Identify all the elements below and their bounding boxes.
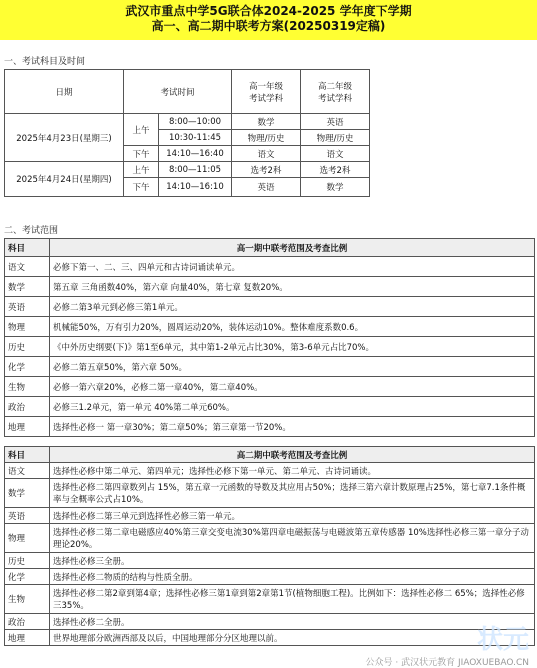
subject-name: 地理 (5, 630, 50, 646)
scope-content: 机械能50%，万有引力20%，圆周运动20%，装体运动10%。整体难度系数0.6。 (50, 317, 535, 337)
scope-content: 选择性必修二第二章电磁感应40%第三章交变电流30%第四章电磁振荡与电磁波第五章传感器 10%选择性必修三第一章分子动理论20%。 (50, 524, 535, 553)
subject-name: 语文 (5, 463, 50, 479)
grade2-scope-title: 高二期中联考范围及考查比例 (50, 447, 535, 463)
scope-content: 必修下第一、二、三、四单元和古诗词诵读单元。 (50, 257, 535, 277)
subject-name: 政治 (5, 614, 50, 630)
exam-date-1: 2025年4月23日(星期三) (5, 114, 124, 162)
grade1-subject: 英语 (232, 178, 301, 197)
scope-content: 选择性必修二物质的结构与性质全册。 (50, 569, 535, 585)
section-title-schedule: 一、考试科目及时间 (4, 57, 86, 67)
scope-content: 必修二第五章50%，第六章 50%。 (50, 357, 535, 377)
subject-name: 化学 (5, 357, 50, 377)
scope-content: 第五章 三角函数40%，第六章 向量40%，第七章 复数20%。 (50, 277, 535, 297)
exam-time: 14:10—16:40 (159, 146, 232, 162)
col-header-date: 日期 (5, 70, 124, 114)
watermark-logo: 状元 (476, 625, 529, 655)
subject-name: 物理 (5, 524, 50, 553)
grade1-subject: 物理/历史 (232, 130, 301, 146)
scope-content: 选择性必修二第三单元到选择性必修三第一单元。 (50, 508, 535, 524)
col-header-time: 考试时间 (124, 70, 232, 114)
scope-content: 必修三1.2单元，第一单元 40%第二单元60%。 (50, 397, 535, 417)
grade1-scope-table (4, 238, 535, 437)
col-header-grade2: 高二年级 考试学科 (301, 70, 370, 114)
subject-name: 数学 (5, 479, 50, 508)
scope-content: 选择性必修二全册。 (50, 614, 535, 630)
session-am: 上午 (124, 162, 159, 178)
session-pm: 下午 (124, 178, 159, 197)
scope-content: 《中外历史纲要(下)》第1至6单元，其中第1-2单元占比30%，第3-6单元占比70%。 (50, 337, 535, 357)
grade2-subject: 英语 (301, 114, 370, 130)
scope-content: 选择性必修一 第一章30%；第二章50%；第三章第一节20%。 (50, 417, 535, 437)
grade1-subject: 数学 (232, 114, 301, 130)
subject-name: 历史 (5, 337, 50, 357)
col-header-grade1: 高一年级 考试学科 (232, 70, 301, 114)
grade1-subject: 选考2科 (232, 162, 301, 178)
exam-date-2: 2025年4月24日(星期四) (5, 162, 124, 197)
subject-name: 地理 (5, 417, 50, 437)
exam-time: 10:30-11:45 (159, 130, 232, 146)
scope-content: 选择性必修二第四章数列占 15%，第五章一元函数的导数及其应用占50%；选择三第六章计数原理占25%，第七章7.1条件概率与全概率公式占10%。 (50, 479, 535, 508)
grade1-subject: 语文 (232, 146, 301, 162)
section-title-scope: 二、考试范围 (4, 226, 59, 236)
exam-schedule-table (4, 69, 370, 197)
scope-content: 选择性必修二第2章到第4章；选择性必修三第1章到第2章第1节(植物细胞工程)。比例如下：选择性必修二 65%；选择性必修三35%。 (50, 585, 535, 614)
subject-name: 物理 (5, 317, 50, 337)
exam-time: 14:10—16:10 (159, 178, 232, 197)
grade2-subject: 语文 (301, 146, 370, 162)
subject-header: 科目 (5, 447, 50, 463)
subject-header: 科目 (5, 239, 50, 257)
document-title-line1: 武汉市重点中学5G联合体2024-2025 学年度下学期 (125, 4, 412, 18)
grade2-scope-table (4, 446, 535, 646)
session-pm: 下午 (124, 146, 159, 162)
subject-name: 英语 (5, 297, 50, 317)
subject-name: 英语 (5, 508, 50, 524)
document-title-line2: 高一、高二期中联考方案(20250319定稿) (151, 19, 386, 33)
subject-name: 生物 (5, 585, 50, 614)
subject-name: 数学 (5, 277, 50, 297)
grade2-subject: 数学 (301, 178, 370, 197)
subject-name: 政治 (5, 397, 50, 417)
scope-content: 必修一第六章20%，必修二第一章40%，第二章40%。 (50, 377, 535, 397)
grade2-subject: 选考2科 (301, 162, 370, 178)
scope-content: 选择性必修三全册。 (50, 553, 535, 569)
watermark-caption: 公众号 · 武汉状元教育 JIAOXUEBAO.CN (365, 658, 529, 668)
scope-content: 必修二第3单元到必修三第1单元。 (50, 297, 535, 317)
subject-name: 语文 (5, 257, 50, 277)
exam-time: 8:00—11:05 (159, 162, 232, 178)
document-header (0, 0, 537, 40)
exam-time: 8:00—10:00 (159, 114, 232, 130)
subject-name: 生物 (5, 377, 50, 397)
subject-name: 历史 (5, 553, 50, 569)
grade2-subject: 物理/历史 (301, 130, 370, 146)
scope-content: 选择性必修中第二单元、第四单元；选择性必修下第一单元、第二单元、古诗词诵读。 (50, 463, 535, 479)
subject-name: 化学 (5, 569, 50, 585)
scope-content: 世界地理部分欧洲西部及以后，中国地理部分分区地理以前。 (50, 630, 535, 646)
session-am: 上午 (124, 114, 159, 146)
grade1-scope-title: 高一期中联考范围及考查比例 (50, 239, 535, 257)
